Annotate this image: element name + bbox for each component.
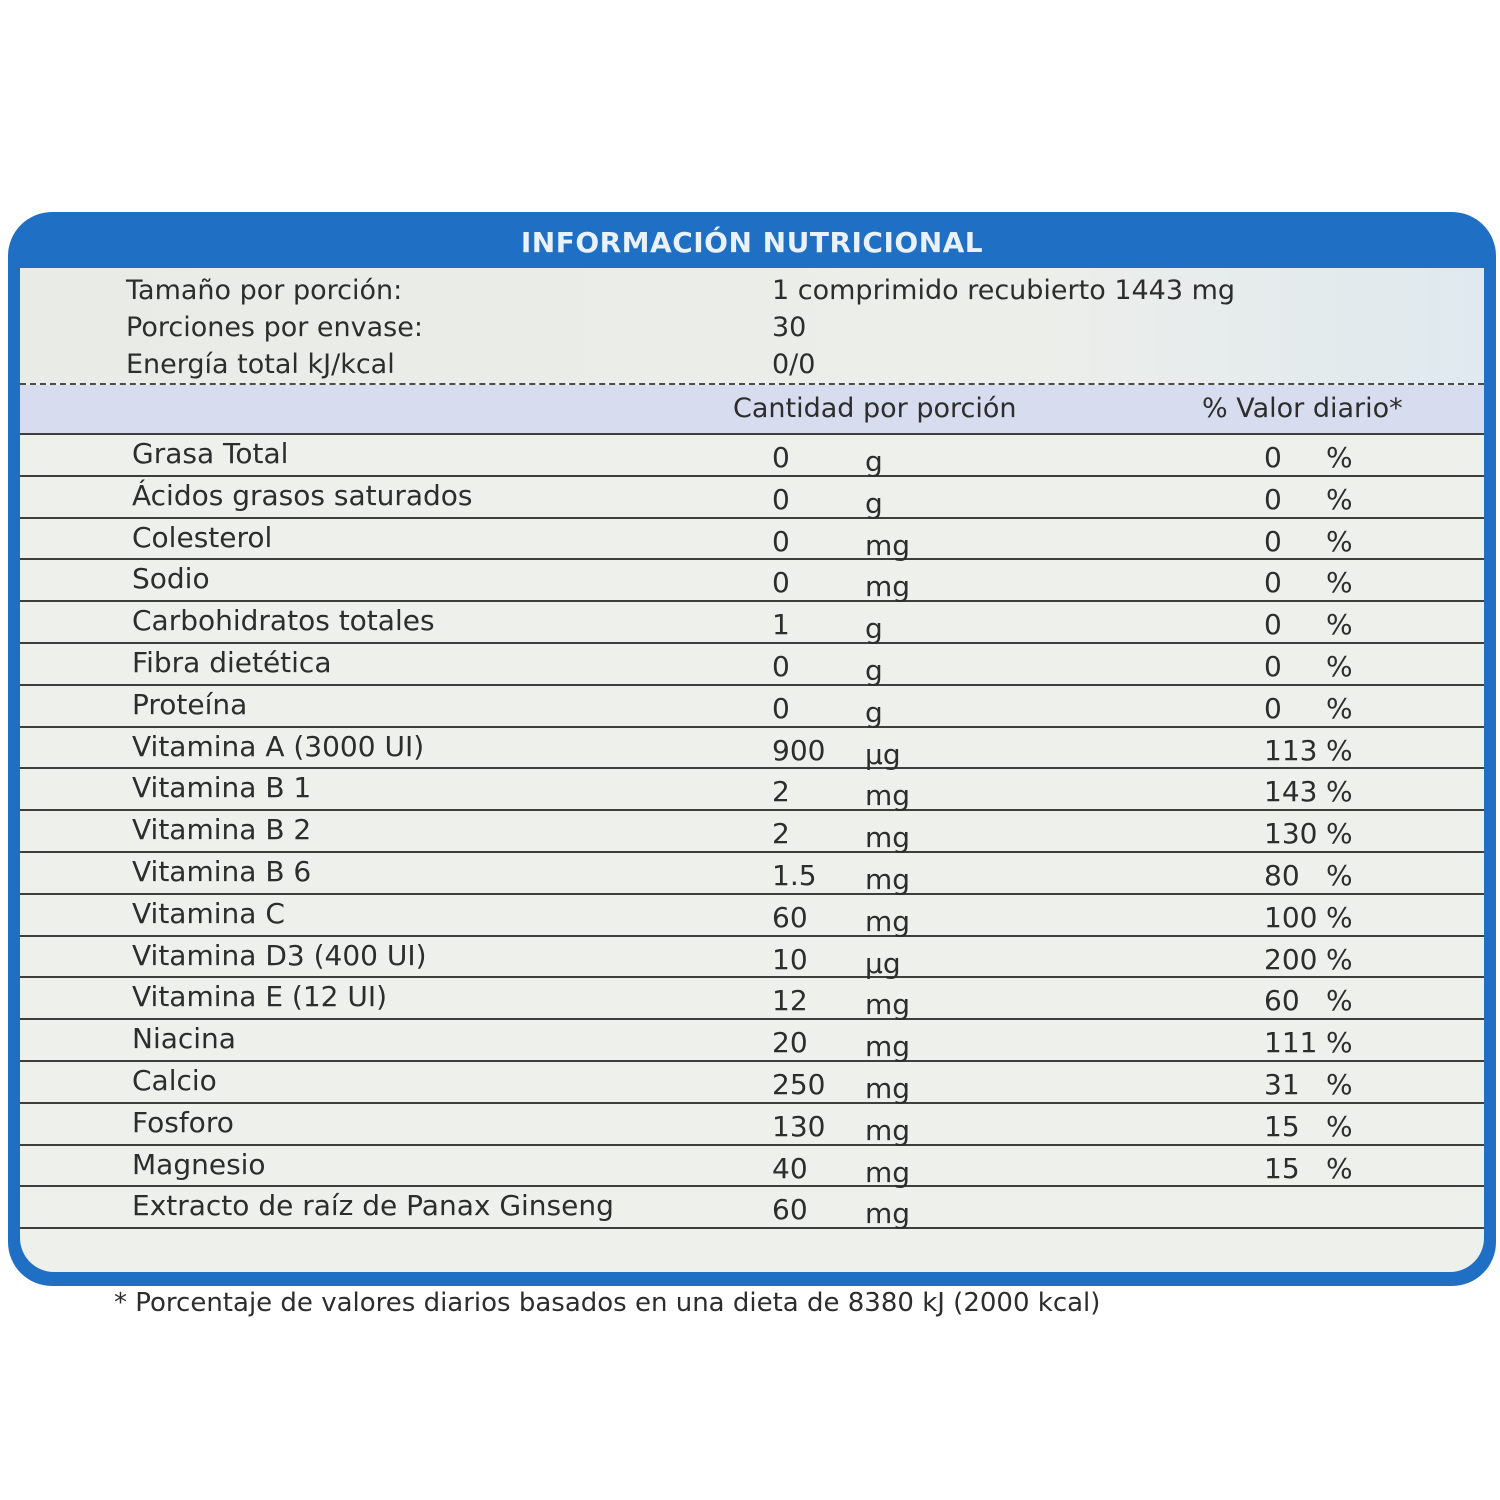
daily-value-percent: 200: [1264, 942, 1318, 976]
daily-value-percent: 0: [1264, 441, 1282, 474]
daily-value-percent: 0: [1264, 649, 1282, 683]
nutrient-unit: mg: [865, 1155, 911, 1189]
daily-value-percent: 80: [1264, 858, 1300, 892]
table-row: [20, 560, 1484, 602]
nutrient-amount: 20: [772, 1026, 808, 1060]
column-header-amount: Cantidad por porción: [733, 393, 1017, 424]
table-row: [20, 895, 1484, 937]
nutrient-amount: 0: [772, 524, 790, 558]
daily-value-percent-sign: %: [1326, 858, 1353, 892]
nutrient-name: Colesterol: [132, 520, 273, 554]
table-row: [20, 978, 1484, 1020]
table-row: [20, 853, 1484, 895]
energy-value: 0/0: [772, 349, 816, 380]
daily-value-percent-sign: %: [1326, 900, 1353, 934]
daily-value-percent-sign: %: [1326, 482, 1353, 516]
daily-value-percent-sign: %: [1326, 775, 1353, 809]
table-row: [20, 602, 1484, 644]
table-row: [20, 686, 1484, 728]
nutrient-table: [20, 435, 1484, 1229]
nutrient-unit: mg: [865, 570, 911, 604]
nutrient-amount: 2: [772, 775, 790, 809]
nutrient-unit: mg: [865, 862, 911, 896]
table-row: [20, 937, 1484, 979]
nutrient-name: Vitamina D3 (400 UI): [132, 938, 427, 972]
panel-body: [20, 268, 1484, 1318]
daily-value-percent: 15: [1264, 1109, 1300, 1143]
table-row: [20, 644, 1484, 686]
daily-value-percent-sign: %: [1326, 817, 1353, 851]
daily-value-percent-sign: %: [1326, 1067, 1353, 1101]
daily-value-percent: 60: [1264, 984, 1300, 1018]
daily-value-percent: 143: [1264, 775, 1318, 809]
nutrient-unit: mg: [865, 1113, 911, 1147]
table-row: [20, 477, 1484, 519]
nutrient-unit: mg: [865, 904, 911, 938]
nutrient-name: Sodio: [132, 562, 210, 596]
daily-value-percent-sign: %: [1326, 566, 1353, 600]
nutrient-name: Vitamina B 6: [132, 854, 312, 888]
nutrient-amount: 1.5: [772, 858, 817, 892]
nutrient-unit: µg: [865, 737, 901, 771]
table-row: [20, 769, 1484, 811]
daily-value-percent: 100: [1264, 900, 1318, 934]
servings-row: [20, 309, 1484, 346]
daily-value-percent: 0: [1264, 482, 1282, 516]
serving-size-value: 1 comprimido recubierto 1443 mg: [772, 275, 1236, 306]
daily-value-percent-sign: %: [1326, 1109, 1353, 1143]
nutrient-unit: g: [865, 695, 883, 729]
table-row: [20, 1104, 1484, 1146]
panel-title: INFORMACIÓN NUTRICIONAL: [520, 226, 984, 259]
daily-value-percent: 15: [1264, 1151, 1300, 1185]
nutrient-amount: 2: [772, 817, 790, 851]
daily-value-percent-sign: %: [1326, 441, 1353, 474]
daily-value-percent: 130: [1264, 817, 1318, 851]
nutrient-name: Vitamina C: [132, 896, 285, 930]
nutrient-name: Fosforo: [132, 1105, 234, 1139]
nutrient-amount: 40: [772, 1151, 808, 1185]
nutrient-amount: 900: [772, 733, 826, 767]
daily-value-percent: 111: [1264, 1026, 1318, 1060]
nutrient-name: Grasa Total: [132, 437, 289, 470]
nutrient-name: Vitamina A (3000 UI): [132, 729, 425, 763]
nutrient-amount: 60: [772, 900, 808, 934]
energy-label: Energía total kJ/kcal: [126, 349, 395, 380]
nutrient-name: Magnesio: [132, 1147, 266, 1181]
daily-value-percent-sign: %: [1326, 1026, 1353, 1060]
nutrient-unit: g: [865, 653, 883, 687]
nutrient-unit: mg: [865, 821, 911, 855]
daily-value-percent-sign: %: [1326, 691, 1353, 725]
daily-value-percent-sign: %: [1326, 1151, 1353, 1185]
nutrient-unit: mg: [865, 528, 911, 562]
nutrient-unit: g: [865, 486, 883, 520]
servings-label: Porciones por envase:: [126, 312, 423, 343]
table-row: [20, 519, 1484, 561]
daily-value-percent-sign: %: [1326, 524, 1353, 558]
nutrient-unit: µg: [865, 946, 901, 980]
daily-value-percent-sign: %: [1326, 608, 1353, 642]
nutrient-amount: 10: [772, 942, 808, 976]
nutrient-name: Vitamina B 2: [132, 813, 312, 847]
footnote: * Porcentaje de valores diarios basados en una dieta de 8380 kJ (2000 kcal): [114, 1288, 1101, 1318]
daily-value-percent: 31: [1264, 1067, 1300, 1101]
nutrient-unit: g: [865, 445, 883, 478]
table-row: [20, 1020, 1484, 1062]
nutrient-amount: 12: [772, 984, 808, 1018]
nutrient-unit: mg: [865, 1071, 911, 1105]
daily-value-percent-sign: %: [1326, 984, 1353, 1018]
daily-value-percent-sign: %: [1326, 942, 1353, 976]
servings-value: 30: [772, 312, 807, 343]
daily-value-percent: 113: [1264, 733, 1318, 767]
nutrient-amount: 0: [772, 566, 790, 600]
table-row: [20, 1187, 1484, 1229]
nutrient-unit: mg: [865, 779, 911, 813]
table-row: [20, 728, 1484, 770]
table-row: [20, 811, 1484, 853]
nutrient-amount: 130: [772, 1109, 826, 1143]
daily-value-percent: 0: [1264, 691, 1282, 725]
nutrient-name: Vitamina B 1: [132, 771, 312, 805]
serving-size-label: Tamaño por porción:: [126, 275, 403, 306]
nutrient-name: Vitamina E (12 UI): [132, 980, 388, 1014]
nutrient-amount: 0: [772, 482, 790, 516]
nutrient-name: Extracto de raíz de Panax Ginseng: [132, 1189, 614, 1223]
nutrient-amount: 1: [772, 608, 790, 642]
nutrient-amount: 0: [772, 649, 790, 683]
daily-value-percent-sign: %: [1326, 733, 1353, 767]
table-row: [20, 1062, 1484, 1104]
nutrient-unit: mg: [865, 988, 911, 1022]
daily-value-percent-sign: %: [1326, 649, 1353, 683]
nutrient-amount: 0: [772, 441, 790, 474]
serving-info: [20, 268, 1484, 383]
nutrient-name: Calcio: [132, 1063, 217, 1097]
table-row: [20, 435, 1484, 477]
daily-value-percent: 0: [1264, 524, 1282, 558]
nutrient-amount: 250: [772, 1067, 826, 1101]
nutrient-amount: 0: [772, 691, 790, 725]
nutrient-name: Carbohidratos totales: [132, 604, 435, 638]
nutrient-amount: 60: [772, 1193, 808, 1227]
nutrition-panel: [8, 212, 1496, 1318]
nutrient-unit: mg: [865, 1030, 911, 1064]
daily-value-percent: 0: [1264, 566, 1282, 600]
nutrient-unit: mg: [865, 1197, 911, 1231]
nutrient-name: Proteína: [132, 687, 248, 721]
daily-value-percent: 0: [1264, 608, 1282, 642]
nutrient-unit: g: [865, 612, 883, 646]
table-header: [20, 385, 1484, 433]
nutrient-name: Niacina: [132, 1022, 236, 1056]
nutrient-name: Ácidos grasos saturados: [132, 478, 473, 512]
column-header-daily-value: % Valor diario*: [1202, 393, 1403, 424]
table-row: [20, 1146, 1484, 1188]
serving-size-row: [20, 272, 1484, 309]
energy-row: [20, 346, 1484, 383]
nutrient-name: Fibra dietética: [132, 645, 332, 679]
